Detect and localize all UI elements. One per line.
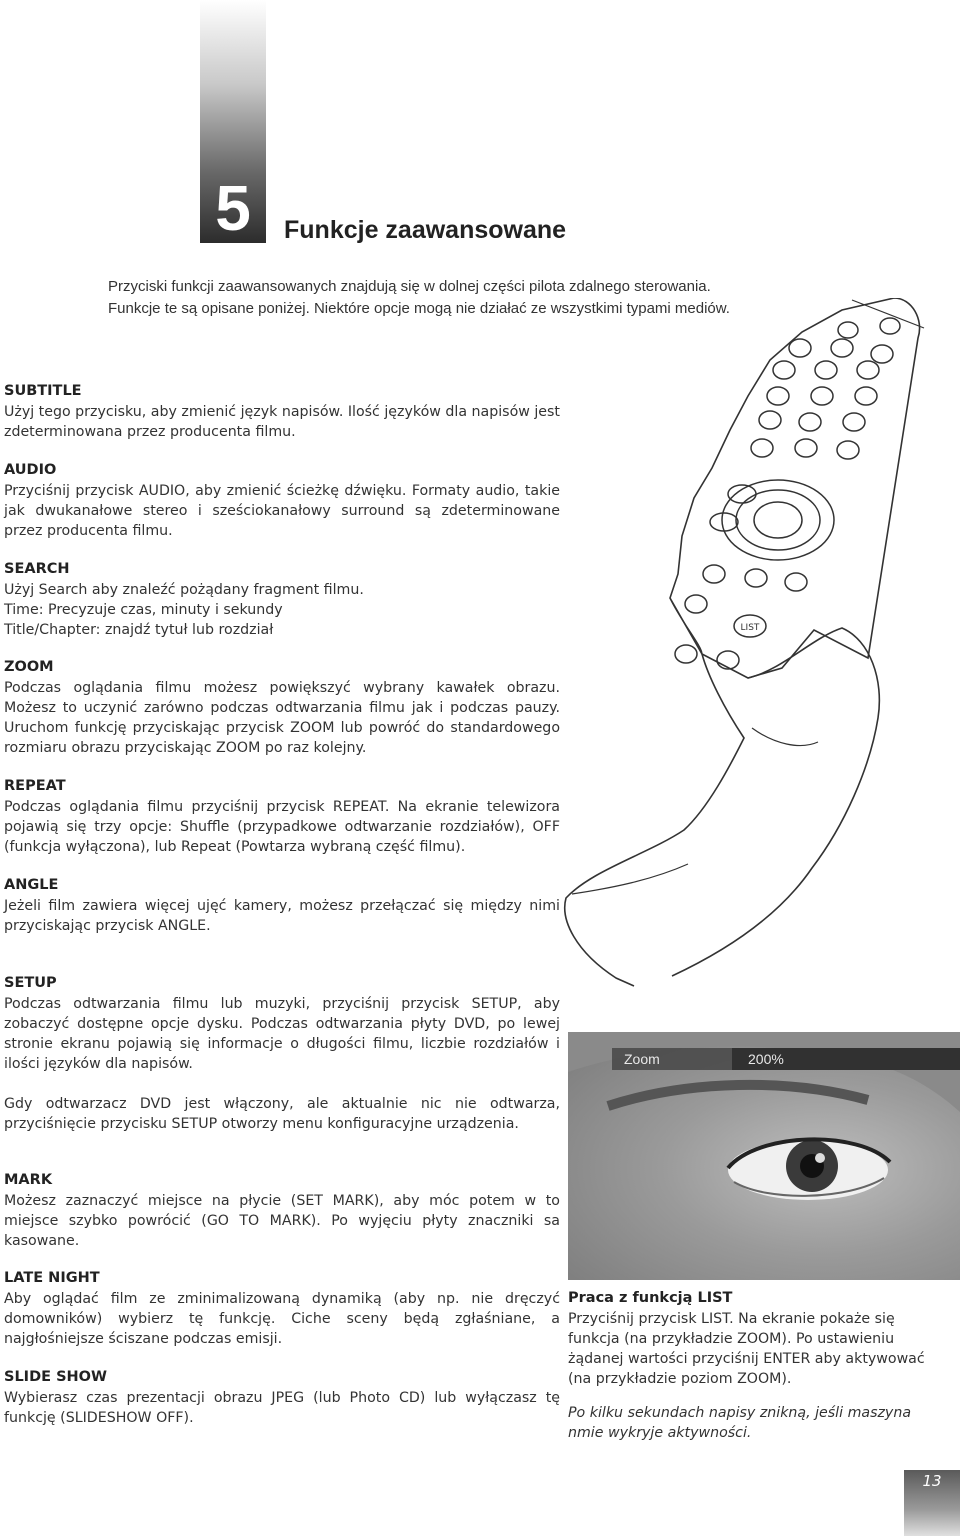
section-title: ANGLE xyxy=(4,877,59,893)
section-title: SLIDE SHOW xyxy=(4,1369,107,1385)
section-text: Title/Chapter: znajdź tytuł lub rozdział xyxy=(4,622,274,638)
section-setup xyxy=(4,973,560,1134)
section-title: SEARCH xyxy=(4,561,70,577)
section-title: REPEAT xyxy=(4,778,66,794)
section-title: SETUP xyxy=(4,975,57,991)
section-text: Użyj Search aby znaleźć pożądany fragment filmu. xyxy=(4,582,364,598)
section-angle xyxy=(4,875,560,936)
section-text: Podczas odtwarzania filmu lub muzyki, przyciśnij przycisk SETUP, aby zobaczyć dostępne opcje dysku. Podczas odtwarzania płyty DVD, po lewej stronie ekranu pojawią się informacje o długości filmu, liczbie rozdziałów i ilości języków dla napisów. xyxy=(4,996,560,1072)
section-title: SUBTITLE xyxy=(4,383,82,399)
chapter-number: 5 xyxy=(215,172,251,244)
section-title: ZOOM xyxy=(4,659,54,675)
chapter-number-bar xyxy=(200,0,266,243)
section-title: LATE NIGHT xyxy=(4,1270,100,1286)
section-title: MARK xyxy=(4,1172,53,1188)
page-number-box xyxy=(904,1470,960,1536)
section-text: Podczas oglądania filmu możesz powiększyć wybrany kawałek obrazu. Możesz to uczynić zarówno podczas odtwarzania filmu jak i podczas pauzy. Uruchom funkcję przyciskając przycisk ZOOM lub powróć do standardowego rozmiaru obrazu przyciskając ZOOM po raz kolejny. xyxy=(4,680,560,756)
section-text: Podczas oglądania filmu przyciśnij przycisk REPEAT. Na ekranie telewizora pojawią się trzy opcje: Shuffle (przypadkowe odtwarzanie rozdziałów), OFF (funkcja wyłączona), lub Repeat (Powtarza wybraną część filmu). xyxy=(4,799,560,855)
section-zoom xyxy=(4,657,560,758)
section-search xyxy=(4,559,560,640)
remote-control-illustration xyxy=(552,298,960,988)
list-box-text: Przyciśnij przycisk LIST. Na ekranie pokaże się funkcja (na przykładzie ZOOM). Po ustawieniu żądanej wartości przyciśnij ENTER aby aktywować (na przykładzie poziom ZOOM). xyxy=(568,1311,925,1387)
page-number: 13 xyxy=(922,1472,942,1490)
section-text: Time: Precyzuje czas, minuty i sekundy xyxy=(4,602,283,618)
section-slide-show xyxy=(4,1367,560,1428)
section-late-night xyxy=(4,1268,560,1349)
zoom-osd-label: Zoom xyxy=(624,1051,660,1067)
section-text: Gdy odtwarzacz DVD jest włączony, ale aktualnie nic nie odtwarza, przyciśnięcie przycisku SETUP otworzy menu konfiguracyjne urządzenia. xyxy=(4,1096,560,1132)
section-title: AUDIO xyxy=(4,462,57,478)
list-box-note: Po kilku sekundach napisy znikną, jeśli maszyna nmie wykryje aktywności. xyxy=(568,1405,912,1441)
section-subtitle xyxy=(4,381,560,442)
section-repeat xyxy=(4,776,560,857)
list-box-title: Praca z funkcją LIST xyxy=(568,1290,733,1306)
chapter-title: Funkcje zaawansowane xyxy=(284,216,567,244)
section-text: Wybierasz czas prezentacji obrazu JPEG (lub Photo CD) lub wyłączasz tę funkcję (SLIDESHOW OFF). xyxy=(4,1390,560,1426)
intro-line: Przyciski funkcji zaawansowanych znajdują się w dolnej części pilota zdalnego sterowania. xyxy=(108,278,711,295)
section-mark xyxy=(4,1170,560,1251)
section-text: Jeżeli film zawiera więcej ujęć kamery, możesz przełączać się między nimi przyciskając przycisk ANGLE. xyxy=(4,898,560,934)
zoom-osd-value: 200% xyxy=(732,1048,960,1070)
section-audio xyxy=(4,460,560,541)
list-button-label: LIST xyxy=(740,623,760,633)
section-text: Możesz zaznaczyć miejsce na płycie (SET MARK), aby móc potem w to miejsce szybko powrócić (GO TO MARK). Po wyjęciu płyty znaczniki sa kasowane. xyxy=(4,1193,560,1249)
intro-line: Funkcje te są opisane poniżej. Niektóre opcje mogą nie działać ze wszystkimi typami mediów. xyxy=(108,300,730,317)
section-text: Użyj tego przycisku, aby zmienić język napisów. Ilość języków dla napisów jest zdeterminowana przez producenta filmu. xyxy=(4,404,560,440)
list-function-box xyxy=(568,1288,940,1443)
section-text: Aby oglądać film ze zminimalizowaną dynamiką (aby np. nie dręczyć domowników) wybierz tę funkcję. Ciche sceny będą zgłaśniane, a najgłośniejsze ściszane podczas emisji. xyxy=(4,1291,560,1347)
section-text: Przyciśnij przycisk AUDIO, aby zmienić ścieżkę dźwięku. Formaty audio, takie jak dwukanałowe stereo i sześciokanałowy surround są zdeterminowane przez producenta filmu. xyxy=(4,483,560,539)
